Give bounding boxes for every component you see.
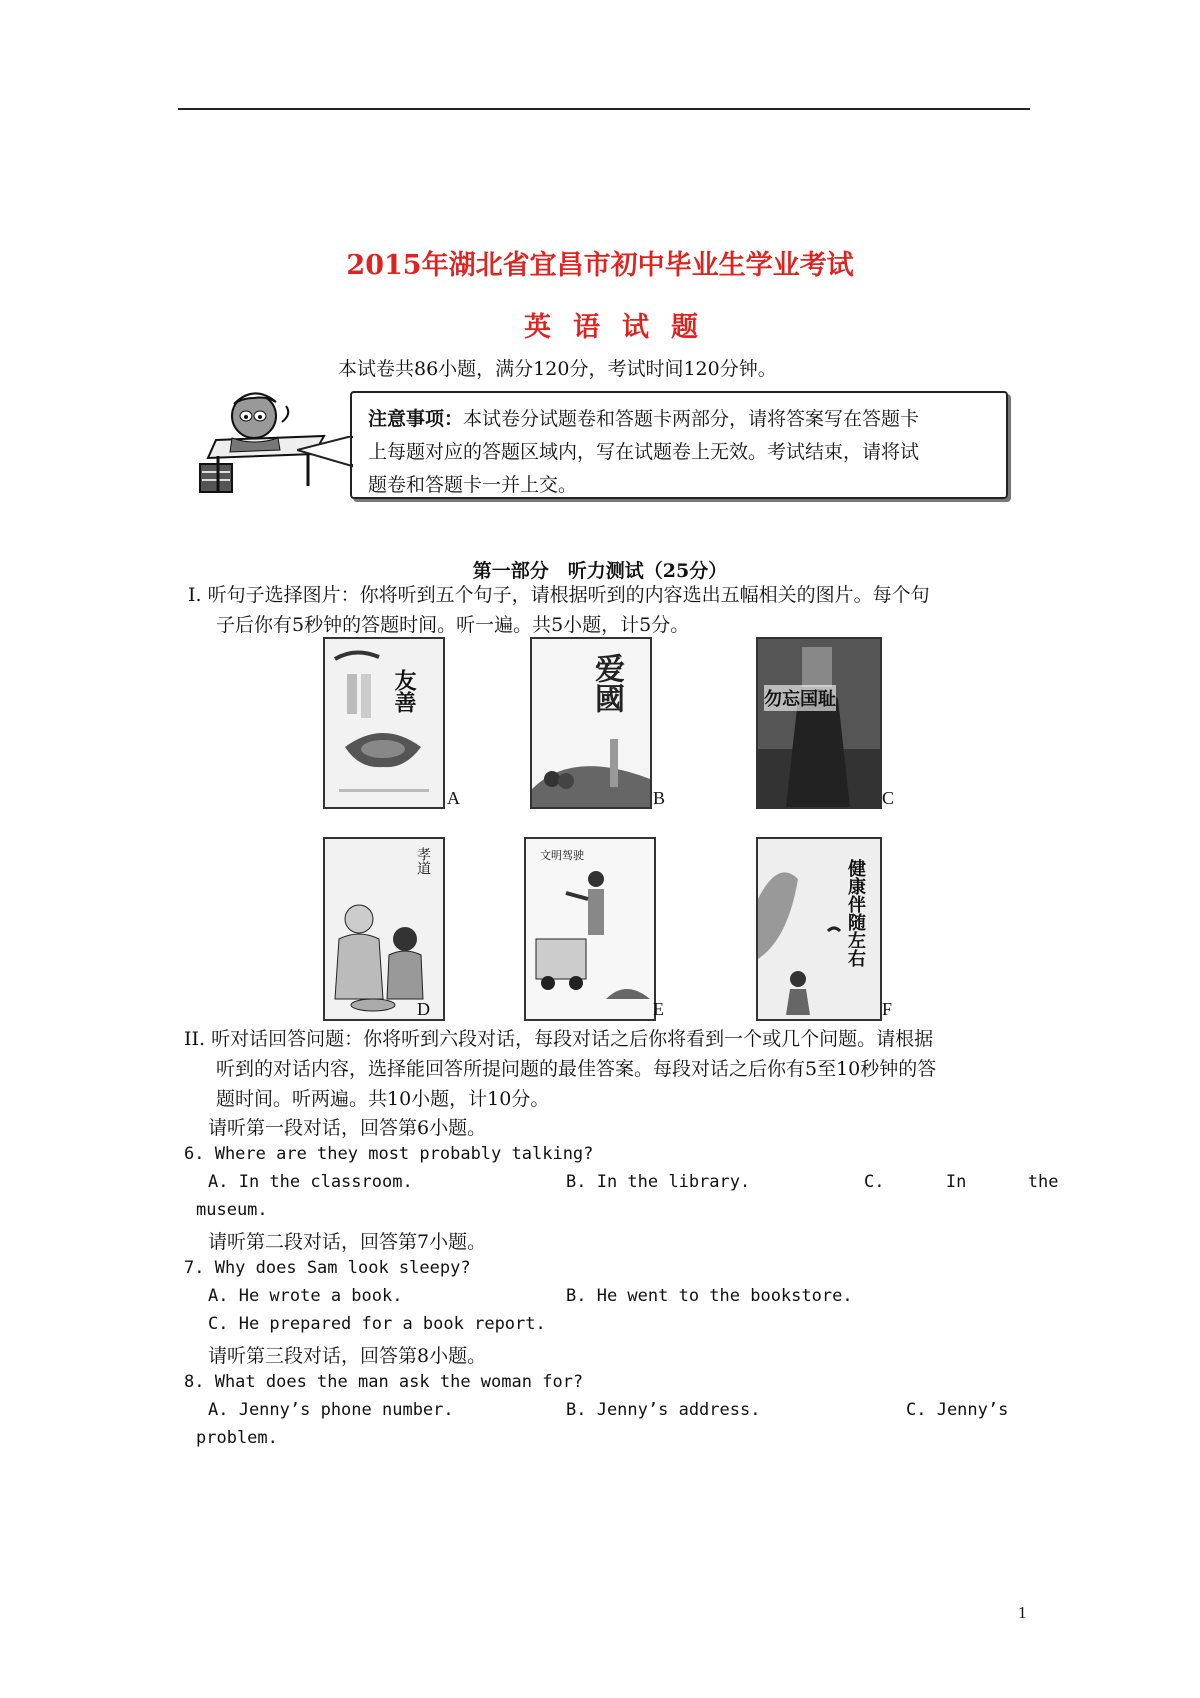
question-8-stem: 8. What does the man ask the woman for? — [184, 1372, 584, 1392]
question-8-intro: 请听第三段对话，回答第8小题。 — [208, 1345, 487, 1367]
question-7-stem: 7. Why does Sam look sleepy? — [184, 1258, 471, 1278]
notice-line-3: 题卷和答题卡一并上交。 — [368, 474, 578, 496]
question-6-option-c-cont: museum. — [196, 1200, 268, 1220]
part1-instructions-line1: Ⅰ. 听句子选择图片：你将听到五个句子，请根据听到的内容选出五幅相关的图片。每个句 — [188, 584, 930, 606]
section-heading: 第一部分 听力测试（25分） — [472, 560, 728, 582]
poster-e-label: E — [653, 999, 664, 1019]
poster-d — [323, 837, 445, 1021]
notice-line-2: 上每题对应的答题区域内，写在试题卷上无效。考试结束，请将试 — [368, 441, 920, 463]
poster-b-label: B — [653, 788, 666, 808]
part2-instructions-line3: 题时间。听两遍。共10小题，计10分。 — [216, 1088, 550, 1110]
poster-e — [524, 837, 656, 1021]
poster-f — [756, 837, 882, 1021]
poster-c-text: 勿忘国耻 — [764, 685, 836, 711]
poster-c-label: C — [882, 788, 895, 808]
poster-d-text: 孝道 — [415, 847, 431, 875]
poster-a-label: A — [447, 788, 460, 808]
notice-label: 注意事项： — [368, 408, 464, 430]
poster-b-text: 爱國 — [589, 653, 624, 713]
poster-b — [530, 637, 652, 809]
question-6-option-b: B. In the library. — [566, 1172, 751, 1192]
speech-pointer-icon — [297, 436, 357, 476]
poster-a-text: 友善 — [391, 669, 417, 713]
question-7-option-c: C. He prepared for a book report. — [208, 1314, 546, 1334]
notice-box — [350, 391, 1008, 499]
poster-f-label: F — [882, 999, 893, 1019]
part1-instructions-line2: 子后你有5秒钟的答题时间。听一遍。共5小题，计5分。 — [216, 614, 690, 636]
question-8-option-c-cont: problem. — [196, 1428, 278, 1448]
question-7-option-b: B. He went to the bookstore. — [566, 1286, 853, 1306]
question-8-option-a: A. Jenny’s phone number. — [208, 1400, 454, 1420]
question-8-option-b: B. Jenny’s address. — [566, 1400, 761, 1420]
poster-d-label: D — [417, 999, 430, 1019]
question-6-intro: 请听第一段对话，回答第6小题。 — [208, 1117, 487, 1139]
exam-subtitle: 英语试题 — [524, 312, 720, 343]
notice-line-1: 本试卷分试题卷和答题卡两部分，请将答案写在答题卡 — [463, 408, 920, 430]
question-8-option-c: C. Jenny’s — [906, 1400, 1009, 1420]
poster-f-text: 健康伴随左右 — [845, 859, 866, 967]
page-number: 1 — [1018, 1603, 1027, 1622]
poster-c — [756, 637, 882, 809]
poster-e-text: 文明驾驶 — [540, 849, 584, 862]
part2-instructions-line1: II. 听对话回答问题：你将听到六段对话，每段对话之后你将看到一个或几个问题。请根据 — [184, 1028, 934, 1050]
poster-a — [323, 637, 445, 809]
question-7-intro: 请听第二段对话，回答第7小题。 — [208, 1231, 487, 1253]
header-rule — [178, 108, 1030, 110]
exam-title: 2015年湖北省宜昌市初中毕业生学业考试 — [346, 250, 854, 281]
question-7-option-a: A. He wrote a book. — [208, 1286, 403, 1306]
question-6-option-c: C. In the — [864, 1172, 1059, 1192]
exam-intro: 本试卷共86小题，满分120分，考试时间120分钟。 — [338, 358, 777, 380]
question-6-stem: 6. Where are they most probably talking? — [184, 1144, 594, 1164]
question-6-option-a: A. In the classroom. — [208, 1172, 413, 1192]
part2-instructions-line2: 听到的对话内容，选择能回答所提问题的最佳答案。每段对话之后你有5至10秒钟的答 — [216, 1058, 937, 1080]
